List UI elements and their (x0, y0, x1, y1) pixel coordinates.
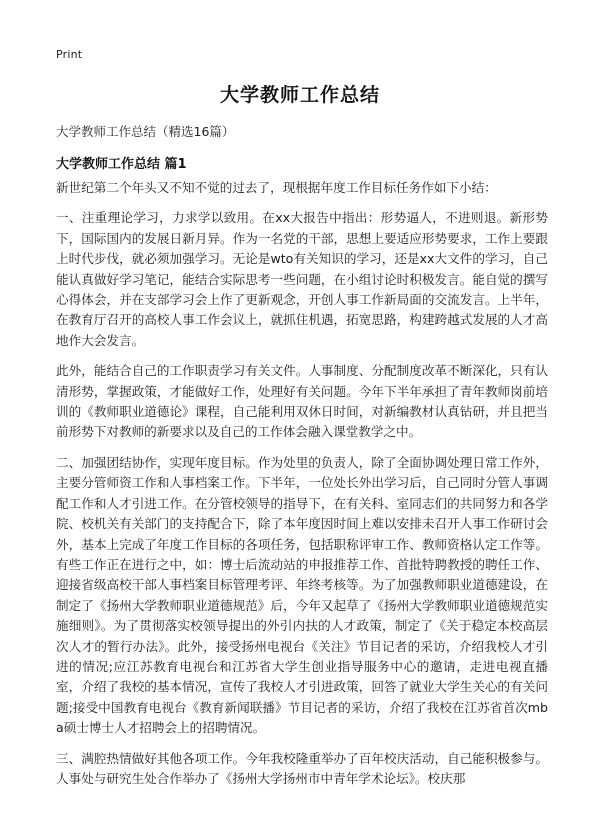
paragraph: 一、注重理论学习，力求学以致用。在xx大报告中指出：形势逼人，不进则退。新形势下，国际国内的发展日新月异。作为一名党的干部，思想上要适应形势要求，工作上要跟上时代步伐，就必须加强学习。无论是wto有关知识的学习，还是xx大文件的学习，自己能认真做好学习笔记，能结合实际思考一些问题，在小组讨论时积极发言。能自觉的撰写心得体会，并在支部学习会上作了更新观念，开创人事工作新局面的交流发言。上半年，在教育厅召开的高校人事工作会议上，就抓住机遇，拓宽思路，构建跨越式发展的人才高地作大会发言。 (56, 210, 548, 348)
paragraph: 三、满腔热情做好其他各项工作。今年我校隆重举办了百年校庆活动，自己能积极参与。人事处与研究生处合作举办了《扬州大学扬州市中青年学术论坛》。校庆那 (56, 750, 548, 786)
document-body (56, 178, 548, 799)
page-title: 大学教师工作总结 (219, 84, 380, 106)
paragraph: 二、加强团结协作，实现年度目标。作为处里的负责人，除了全面协调处理日常工作外，主要分管师资工作和人事档案工作。下半年，一位处长外出学习后，自己同时分管人事调配工作和人才引进工作。在分管校领导的指导下，在有关科、室同志们的共同努力和各学院、校机关有关部门的支持配合下，除了本年度因时间上难以安排未召开人事工作研讨会外，基本上完成了年度工作目标的各项任务，包括职称评审工作、教师资格认定工作等。有些工作正在进行之中，如：博士后流动站的申报推荐工作、首批特聘教授的聘任工作、迎接省级高校干部人事档案目标管理考评、年终考核等。为了加强教师职业道德建设，在制定了《扬州大学教师职业道德规范》后，今年又起草了《扬州大学教师职业道德规范实施细则》。为了贯彻落实校领导提出的外引内扶的人才政策，制定了《关于稳定本校高层次人才的暂行办法》。此外，接受扬州电视台《关注》节目记者的采访，介绍我校人才引进的情况;应江苏教育电视台和江苏省大学生创业指导服务中心的邀请，走进电视直播室，介绍了我校的基本情况，宣传了我校人才引进政策，回答了就业大学生关心的有关问题;接受中国教育电视台《教育新闻联播》节目记者的采访，介绍了我校在江苏省首次mba硕士博士人才招聘会上的招聘情况。 (56, 454, 548, 736)
paragraph: 此外，能结合自己的工作职责学习有关文件。人事制度、分配制度改革不断深化，只有认清形势，掌握政策，才能做好工作，处理好有关问题。今年下半年承担了青年教师岗前培训的《教师职业道德论》课程，自己能利用双休日时间，对新编教材认真钻研，并且把当前形势下对教师的新要求以及自己的工作体会融入课堂教学之中。 (56, 363, 548, 440)
document-subtitle: 大学教师工作总结（精选16篇） (56, 124, 235, 139)
print-link[interactable]: Print (56, 48, 83, 61)
paragraph: 新世纪第二个年头又不知不觉的过去了，现根据年度工作目标任务作如下小结： (56, 180, 497, 195)
section-heading: 大学教师工作总结 篇1 (56, 157, 187, 172)
